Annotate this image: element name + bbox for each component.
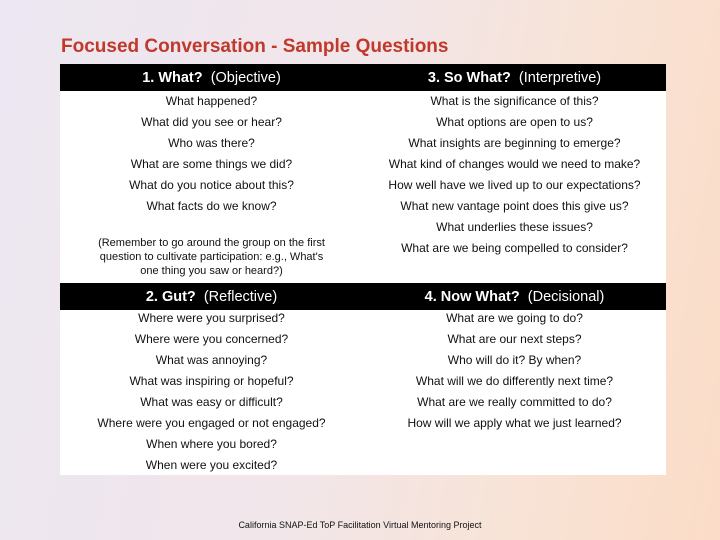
reflective-questions xyxy=(60,308,363,476)
question-item: What options are open to us? xyxy=(436,115,593,129)
question-item: What are our next steps? xyxy=(447,332,582,346)
decisional-header-question: 4. Now What? xyxy=(424,288,520,305)
question-item: What insights are beginning to emerge? xyxy=(408,136,621,150)
footer-credit: California SNAP-Ed ToP Facilitation Virtual Mentoring Project xyxy=(238,520,482,530)
interpretive-questions xyxy=(363,91,666,259)
question-item: What new vantage point does this give us? xyxy=(400,199,629,213)
question-item: What is the significance of this? xyxy=(430,94,599,108)
question-item: What will we do differently next time? xyxy=(415,374,614,388)
question-item: What was easy or difficult? xyxy=(140,395,283,409)
interpretive-header-question: 3. So What? xyxy=(427,69,511,86)
objective-header-type: (Objective) xyxy=(210,69,281,86)
decisional-header xyxy=(363,283,666,310)
interpretive-header-type: (Interpretive) xyxy=(518,69,602,86)
question-item: When were you excited? xyxy=(145,458,278,472)
question-item: What are some things we did? xyxy=(130,157,293,171)
objective-header-question: 1. What? xyxy=(142,69,203,86)
question-item: Who will do it? By when? xyxy=(447,353,582,367)
question-item: How well have we lived up to our expectations? xyxy=(388,178,641,192)
objective-header xyxy=(60,64,363,91)
note-line: (Remember to go around the group on the first xyxy=(98,237,325,249)
note-line: question to cultivate participation: e.g., What's xyxy=(99,251,324,263)
page-title: Focused Conversation - Sample Questions xyxy=(61,36,449,57)
question-item: What are we going to do? xyxy=(446,311,583,325)
question-item: What underlies these issues? xyxy=(436,220,593,234)
question-item: Where were you engaged or not engaged? xyxy=(97,416,326,430)
objective-note xyxy=(60,236,363,278)
question-item: What are we really committed to do? xyxy=(417,395,612,409)
reflective-header-type: (Reflective) xyxy=(203,288,278,305)
question-item: What was annoying? xyxy=(155,353,268,367)
question-item: Where were you concerned? xyxy=(134,332,289,346)
question-item: What facts do we know? xyxy=(146,199,277,213)
question-item: What kind of changes would we need to make? xyxy=(388,157,641,171)
question-item: What are we being compelled to consider? xyxy=(401,241,628,255)
objective-questions xyxy=(60,91,363,217)
question-item: Who was there? xyxy=(168,136,255,150)
question-item: What happened? xyxy=(165,94,258,108)
decisional-questions xyxy=(363,308,666,434)
question-item: When where you bored? xyxy=(146,437,277,451)
reflective-header-question: 2. Gut? xyxy=(145,288,196,305)
interpretive-header xyxy=(363,64,666,91)
decisional-header-type: (Decisional) xyxy=(527,288,605,305)
reflective-header xyxy=(60,283,363,310)
questions-grid xyxy=(60,64,666,475)
question-item: How will we apply what we just learned? xyxy=(407,416,622,430)
question-item: What do you notice about this? xyxy=(129,178,294,192)
question-item: What was inspiring or hopeful? xyxy=(129,374,294,388)
question-item: Where were you surprised? xyxy=(138,311,285,325)
question-item: What did you see or hear? xyxy=(141,115,282,129)
note-line: one thing you saw or heard?) xyxy=(140,265,283,277)
